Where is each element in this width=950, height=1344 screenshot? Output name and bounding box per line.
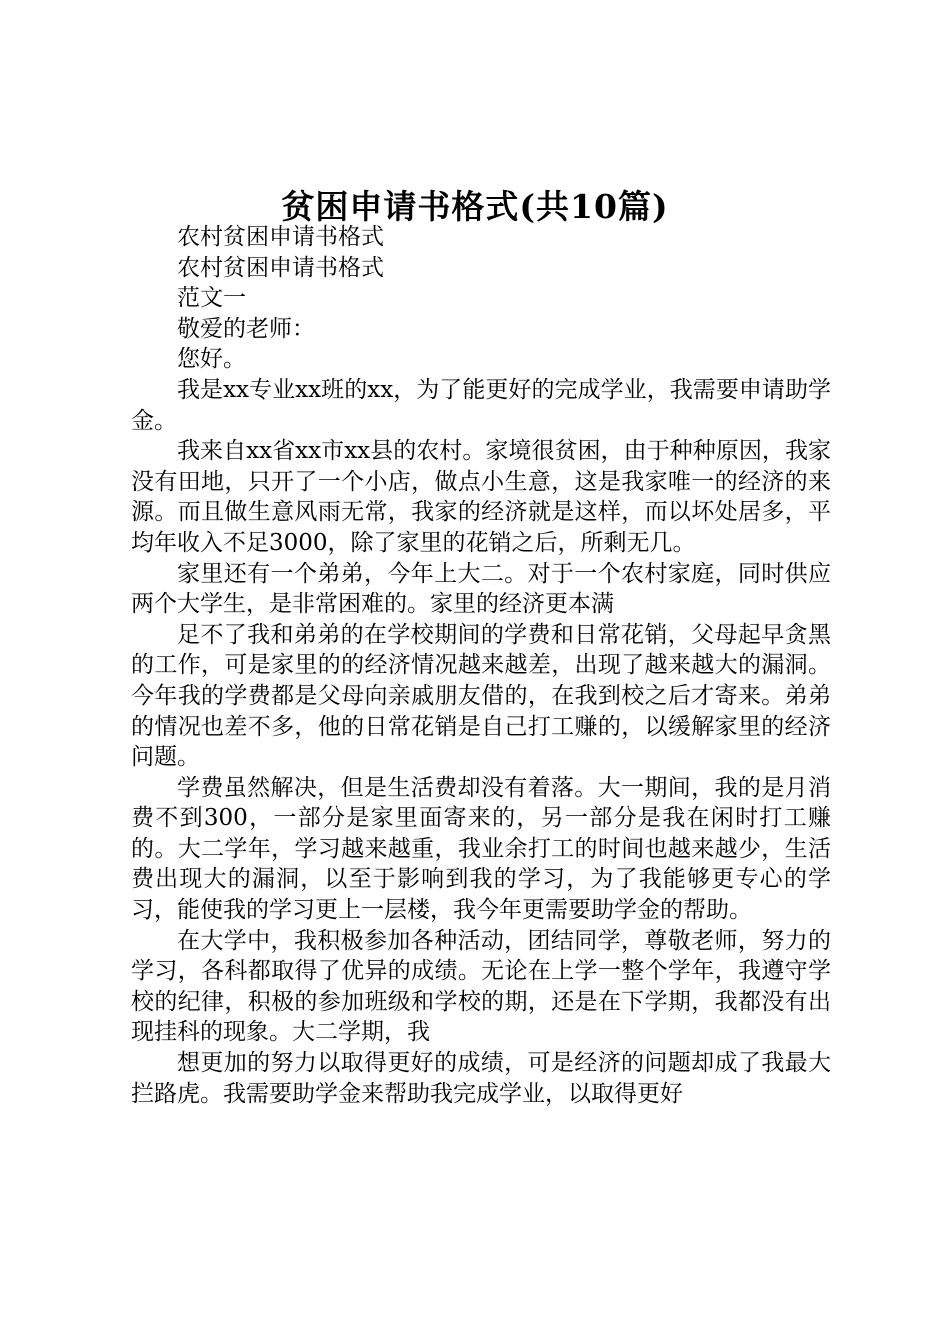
- paragraph: 我是xx专业xx班的xx，为了能更好的完成学业，我需要申请助学金。: [131, 376, 831, 434]
- paragraph: 农村贫困申请书格式: [177, 224, 384, 250]
- paragraph: 足不了我和弟弟的在学校期间的学费和日常花销，父母起早贪黑的工作，可是家里的的经济情况越来越差，出现了越来越大的漏洞。今年我的学费都是父母向亲戚朋友借的，在我到校之后才寄来。弟弟的情况也差不多，他的日常花销是自己打工赚的，以缓解家里的经济问题。: [131, 621, 831, 771]
- paragraph: 范文一: [177, 285, 246, 312]
- document-title: 贫困申请书格式(共10篇): [281, 187, 669, 226]
- paragraph: 我来自xx省xx市xx县的农村。家境很贫困，由于种种原因，我家没有田地，只开了一个小店，做点小生意，这是我家唯一的经济的来源。而且做生意风雨无常，我家的经济就是这样，而以坏处居多，平均年收入不足3000，除了家里的花销之后，所剩无几。: [131, 438, 831, 556]
- paragraph: 农村贫困申请书格式: [177, 254, 384, 281]
- greeting: 您好。: [177, 346, 246, 373]
- paragraph: 学费虽然解决，但是生活费却没有着落。大一期间，我的是月消费不到300，一部分是家里面寄来的，另一部分是我在闲时打工赚的。大二学年，学习越来越重，我业余打工的时间也越来越少，生活费出现大的漏洞，以至于影响到我的学习，为了我能够更专心的学习，能使我的学习更上一层楼，我今年更需要助学金的帮助。: [131, 774, 831, 924]
- salutation: 敬爱的老师：: [177, 315, 315, 342]
- paragraph: 家里还有一个弟弟，今年上大二。对于一个农村家庭，同时供应两个大学生，是非常困难的。家里的经济更本满: [131, 560, 831, 618]
- paragraph: 在大学中，我积极参加各种活动，团结同学，尊敬老师，努力的学习，各科都取得了优异的成绩。无论在上学一整个学年，我遵守学校的纪律，积极的参加班级和学校的期，还是在下学期，我都没有出现挂科的现象。大二学期，我: [131, 927, 831, 1046]
- paragraph: 想更加的努力以取得更好的成绩，可是经济的问题却成了我最大拦路虎。我需要助学金来帮助我完成学业，以取得更好: [131, 1050, 831, 1107]
- document-body: [131, 222, 831, 1109]
